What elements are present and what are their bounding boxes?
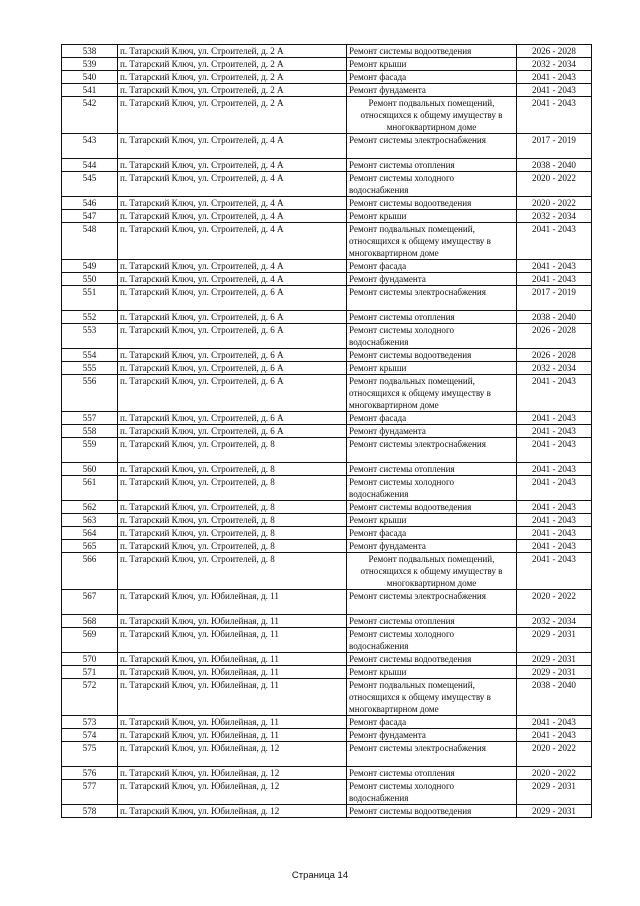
period-cell: 2041 - 2043 xyxy=(517,553,592,590)
work-type-cell: Ремонт крыши xyxy=(347,210,517,223)
row-number-cell: 568 xyxy=(62,615,118,628)
row-number-cell: 566 xyxy=(62,553,118,590)
period-cell: 2041 - 2043 xyxy=(517,425,592,438)
work-type-cell: Ремонт системы электроснабжения xyxy=(347,286,517,311)
work-type-cell: Ремонт крыши xyxy=(347,666,517,679)
period-cell: 2041 - 2043 xyxy=(517,463,592,476)
work-type-cell: Ремонт фасада xyxy=(347,71,517,84)
table-row xyxy=(62,223,592,260)
table-row xyxy=(62,273,592,286)
period-cell: 2029 - 2031 xyxy=(517,653,592,666)
work-type-cell: Ремонт системы водоотведения xyxy=(347,501,517,514)
period-cell: 2041 - 2043 xyxy=(517,260,592,273)
address-cell: п. Татарский Ключ, ул. Строителей, д. 6 А xyxy=(118,324,347,349)
work-type-cell: Ремонт подвальных помещений, относящихся к общему имуществу в многоквартирном доме xyxy=(347,223,517,260)
table-row xyxy=(62,134,592,159)
period-cell: 2041 - 2043 xyxy=(517,273,592,286)
address-cell: п. Татарский Ключ, ул. Юбилейная, д. 11 xyxy=(118,679,347,716)
work-type-cell: Ремонт системы водоотведения xyxy=(347,197,517,210)
period-cell: 2026 - 2028 xyxy=(517,349,592,362)
work-type-cell: Ремонт подвальных помещений, относящихся к общему имуществу в многоквартирном доме xyxy=(347,375,517,412)
address-cell: п. Татарский Ключ, ул. Юбилейная, д. 12 xyxy=(118,742,347,767)
table-row xyxy=(62,362,592,375)
row-number-cell: 541 xyxy=(62,84,118,97)
row-number-cell: 550 xyxy=(62,273,118,286)
work-type-cell: Ремонт системы отопления xyxy=(347,615,517,628)
period-cell: 2041 - 2043 xyxy=(517,375,592,412)
table-row xyxy=(62,260,592,273)
period-cell: 2029 - 2031 xyxy=(517,666,592,679)
row-number-cell: 574 xyxy=(62,729,118,742)
work-type-cell: Ремонт системы электроснабжения xyxy=(347,438,517,463)
repair-schedule-table xyxy=(61,44,592,818)
work-type-cell: Ремонт системы холодного водоснабжения xyxy=(347,324,517,349)
row-number-cell: 547 xyxy=(62,210,118,223)
work-type-cell: Ремонт подвальных помещений, относящихся к общему имуществу в многоквартирном доме xyxy=(347,679,517,716)
row-number-cell: 556 xyxy=(62,375,118,412)
table-row xyxy=(62,767,592,780)
work-type-cell: Ремонт фасада xyxy=(347,260,517,273)
work-type-cell: Ремонт системы холодного водоснабжения xyxy=(347,628,517,653)
row-number-cell: 575 xyxy=(62,742,118,767)
row-number-cell: 567 xyxy=(62,590,118,615)
work-type-cell: Ремонт фасада xyxy=(347,527,517,540)
row-number-cell: 577 xyxy=(62,780,118,805)
table-row xyxy=(62,729,592,742)
address-cell: п. Татарский Ключ, ул. Строителей, д. 8 xyxy=(118,476,347,501)
period-cell: 2041 - 2043 xyxy=(517,71,592,84)
period-cell: 2041 - 2043 xyxy=(517,476,592,501)
period-cell: 2020 - 2022 xyxy=(517,172,592,197)
period-cell: 2029 - 2031 xyxy=(517,780,592,805)
row-number-cell: 570 xyxy=(62,653,118,666)
table-row xyxy=(62,286,592,311)
work-type-cell: Ремонт крыши xyxy=(347,58,517,71)
address-cell: п. Татарский Ключ, ул. Строителей, д. 2 А xyxy=(118,45,347,58)
work-type-cell: Ремонт системы электроснабжения xyxy=(347,590,517,615)
row-number-cell: 571 xyxy=(62,666,118,679)
address-cell: п. Татарский Ключ, ул. Строителей, д. 6 А xyxy=(118,311,347,324)
table-body xyxy=(62,45,592,818)
table-row xyxy=(62,438,592,463)
period-cell: 2026 - 2028 xyxy=(517,324,592,349)
address-cell: п. Татарский Ключ, ул. Строителей, д. 2 А xyxy=(118,58,347,71)
row-number-cell: 578 xyxy=(62,805,118,818)
row-number-cell: 561 xyxy=(62,476,118,501)
period-cell: 2020 - 2022 xyxy=(517,767,592,780)
period-cell: 2029 - 2031 xyxy=(517,805,592,818)
work-type-cell: Ремонт фасада xyxy=(347,412,517,425)
work-type-cell: Ремонт системы отопления xyxy=(347,159,517,172)
row-number-cell: 560 xyxy=(62,463,118,476)
table-row xyxy=(62,540,592,553)
row-number-cell: 546 xyxy=(62,197,118,210)
row-number-cell: 543 xyxy=(62,134,118,159)
address-cell: п. Татарский Ключ, ул. Строителей, д. 4 А xyxy=(118,172,347,197)
address-cell: п. Татарский Ключ, ул. Юбилейная, д. 11 xyxy=(118,729,347,742)
period-cell: 2026 - 2028 xyxy=(517,45,592,58)
address-cell: п. Татарский Ключ, ул. Строителей, д. 4 А xyxy=(118,210,347,223)
table-row xyxy=(62,615,592,628)
address-cell: п. Татарский Ключ, ул. Строителей, д. 4 А xyxy=(118,273,347,286)
page-number: Страница 14 xyxy=(291,870,349,881)
table-row xyxy=(62,628,592,653)
row-number-cell: 562 xyxy=(62,501,118,514)
table-row xyxy=(62,716,592,729)
period-cell: 2041 - 2043 xyxy=(517,729,592,742)
table-row xyxy=(62,742,592,767)
row-number-cell: 565 xyxy=(62,540,118,553)
period-cell: 2038 - 2040 xyxy=(517,159,592,172)
period-cell: 2038 - 2040 xyxy=(517,679,592,716)
period-cell: 2041 - 2043 xyxy=(517,97,592,134)
work-type-cell: Ремонт крыши xyxy=(347,514,517,527)
work-type-cell: Ремонт фундамента xyxy=(347,425,517,438)
table-row xyxy=(62,553,592,590)
table-row xyxy=(62,425,592,438)
row-number-cell: 572 xyxy=(62,679,118,716)
table-row xyxy=(62,501,592,514)
address-cell: п. Татарский Ключ, ул. Строителей, д. 8 xyxy=(118,463,347,476)
period-cell: 2041 - 2043 xyxy=(517,540,592,553)
row-number-cell: 538 xyxy=(62,45,118,58)
table-row xyxy=(62,412,592,425)
row-number-cell: 544 xyxy=(62,159,118,172)
row-number-cell: 558 xyxy=(62,425,118,438)
table-row xyxy=(62,590,592,615)
row-number-cell: 539 xyxy=(62,58,118,71)
address-cell: п. Татарский Ключ, ул. Юбилейная, д. 11 xyxy=(118,615,347,628)
address-cell: п. Татарский Ключ, ул. Строителей, д. 6 А xyxy=(118,286,347,311)
work-type-cell: Ремонт системы холодного водоснабжения xyxy=(347,780,517,805)
work-type-cell: Ремонт системы отопления xyxy=(347,311,517,324)
work-type-cell: Ремонт системы водоотведения xyxy=(347,805,517,818)
address-cell: п. Татарский Ключ, ул. Строителей, д. 6 А xyxy=(118,425,347,438)
work-type-cell: Ремонт системы отопления xyxy=(347,463,517,476)
table-row xyxy=(62,311,592,324)
row-number-cell: 540 xyxy=(62,71,118,84)
period-cell: 2020 - 2022 xyxy=(517,742,592,767)
table-row xyxy=(62,71,592,84)
period-cell: 2041 - 2043 xyxy=(517,501,592,514)
address-cell: п. Татарский Ключ, ул. Строителей, д. 2 А xyxy=(118,71,347,84)
row-number-cell: 569 xyxy=(62,628,118,653)
table-row xyxy=(62,805,592,818)
address-cell: п. Татарский Ключ, ул. Строителей, д. 4 А xyxy=(118,197,347,210)
address-cell: п. Татарский Ключ, ул. Строителей, д. 6 А xyxy=(118,362,347,375)
address-cell: п. Татарский Ключ, ул. Строителей, д. 6 А xyxy=(118,349,347,362)
period-cell: 2038 - 2040 xyxy=(517,311,592,324)
address-cell: п. Татарский Ключ, ул. Юбилейная, д. 11 xyxy=(118,628,347,653)
address-cell: п. Татарский Ключ, ул. Юбилейная, д. 12 xyxy=(118,767,347,780)
table-row xyxy=(62,45,592,58)
period-cell: 2032 - 2034 xyxy=(517,362,592,375)
work-type-cell: Ремонт фундамента xyxy=(347,273,517,286)
table-row xyxy=(62,375,592,412)
address-cell: п. Татарский Ключ, ул. Строителей, д. 8 xyxy=(118,514,347,527)
row-number-cell: 559 xyxy=(62,438,118,463)
period-cell: 2041 - 2043 xyxy=(517,412,592,425)
period-cell: 2041 - 2043 xyxy=(517,84,592,97)
row-number-cell: 555 xyxy=(62,362,118,375)
work-type-cell: Ремонт подвальных помещений, относящихся к общему имуществу в многоквартирном доме xyxy=(347,97,517,134)
work-type-cell: Ремонт подвальных помещений, относящихся к общему имуществу в многоквартирном доме xyxy=(347,553,517,590)
address-cell: п. Татарский Ключ, ул. Строителей, д. 8 xyxy=(118,438,347,463)
row-number-cell: 545 xyxy=(62,172,118,197)
table-row xyxy=(62,653,592,666)
period-cell: 2020 - 2022 xyxy=(517,590,592,615)
row-number-cell: 551 xyxy=(62,286,118,311)
row-number-cell: 548 xyxy=(62,223,118,260)
period-cell: 2020 - 2022 xyxy=(517,197,592,210)
period-cell: 2032 - 2034 xyxy=(517,210,592,223)
work-type-cell: Ремонт фундамента xyxy=(347,84,517,97)
address-cell: п. Татарский Ключ, ул. Строителей, д. 2 А xyxy=(118,97,347,134)
work-type-cell: Ремонт системы водоотведения xyxy=(347,349,517,362)
table-row xyxy=(62,666,592,679)
period-cell: 2041 - 2043 xyxy=(517,223,592,260)
period-cell: 2041 - 2043 xyxy=(517,514,592,527)
row-number-cell: 552 xyxy=(62,311,118,324)
work-type-cell: Ремонт системы электроснабжения xyxy=(347,742,517,767)
work-type-cell: Ремонт крыши xyxy=(347,362,517,375)
work-type-cell: Ремонт системы водоотведения xyxy=(347,653,517,666)
table-row xyxy=(62,84,592,97)
address-cell: п. Татарский Ключ, ул. Юбилейная, д. 12 xyxy=(118,780,347,805)
address-cell: п. Татарский Ключ, ул. Строителей, д. 4 А xyxy=(118,159,347,172)
work-type-cell: Ремонт фундамента xyxy=(347,729,517,742)
address-cell: п. Татарский Ключ, ул. Строителей, д. 6 А xyxy=(118,375,347,412)
row-number-cell: 564 xyxy=(62,527,118,540)
row-number-cell: 553 xyxy=(62,324,118,349)
address-cell: п. Татарский Ключ, ул. Строителей, д. 2 А xyxy=(118,84,347,97)
address-cell: п. Татарский Ключ, ул. Юбилейная, д. 11 xyxy=(118,590,347,615)
address-cell: п. Татарский Ключ, ул. Строителей, д. 8 xyxy=(118,553,347,590)
table-row xyxy=(62,527,592,540)
address-cell: п. Татарский Ключ, ул. Юбилейная, д. 11 xyxy=(118,653,347,666)
table-row xyxy=(62,172,592,197)
period-cell: 2041 - 2043 xyxy=(517,716,592,729)
address-cell: п. Татарский Ключ, ул. Строителей, д. 8 xyxy=(118,501,347,514)
period-cell: 2041 - 2043 xyxy=(517,527,592,540)
table-row xyxy=(62,679,592,716)
work-type-cell: Ремонт системы холодного водоснабжения xyxy=(347,172,517,197)
table-row xyxy=(62,476,592,501)
period-cell: 2032 - 2034 xyxy=(517,615,592,628)
table-row xyxy=(62,514,592,527)
period-cell: 2032 - 2034 xyxy=(517,58,592,71)
row-number-cell: 576 xyxy=(62,767,118,780)
address-cell: п. Татарский Ключ, ул. Строителей, д. 6 А xyxy=(118,412,347,425)
address-cell: п. Татарский Ключ, ул. Юбилейная, д. 11 xyxy=(118,666,347,679)
row-number-cell: 554 xyxy=(62,349,118,362)
work-type-cell: Ремонт системы электроснабжения xyxy=(347,134,517,159)
period-cell: 2029 - 2031 xyxy=(517,628,592,653)
table-row xyxy=(62,197,592,210)
period-cell: 2017 - 2019 xyxy=(517,286,592,311)
address-cell: п. Татарский Ключ, ул. Строителей, д. 4 А xyxy=(118,260,347,273)
row-number-cell: 557 xyxy=(62,412,118,425)
work-type-cell: Ремонт фасада xyxy=(347,716,517,729)
table-row xyxy=(62,210,592,223)
address-cell: п. Татарский Ключ, ул. Юбилейная, д. 11 xyxy=(118,716,347,729)
period-cell: 2017 - 2019 xyxy=(517,134,592,159)
work-type-cell: Ремонт системы водоотведения xyxy=(347,45,517,58)
address-cell: п. Татарский Ключ, ул. Юбилейная, д. 12 xyxy=(118,805,347,818)
row-number-cell: 563 xyxy=(62,514,118,527)
work-type-cell: Ремонт фундамента xyxy=(347,540,517,553)
row-number-cell: 542 xyxy=(62,97,118,134)
address-cell: п. Татарский Ключ, ул. Строителей, д. 4 А xyxy=(118,134,347,159)
table-row xyxy=(62,159,592,172)
table-row xyxy=(62,463,592,476)
repair-schedule-sheet xyxy=(61,44,591,818)
address-cell: п. Татарский Ключ, ул. Строителей, д. 8 xyxy=(118,527,347,540)
work-type-cell: Ремонт системы холодного водоснабжения xyxy=(347,476,517,501)
row-number-cell: 549 xyxy=(62,260,118,273)
row-number-cell: 573 xyxy=(62,716,118,729)
address-cell: п. Татарский Ключ, ул. Строителей, д. 8 xyxy=(118,540,347,553)
work-type-cell: Ремонт системы отопления xyxy=(347,767,517,780)
table-row xyxy=(62,97,592,134)
table-row xyxy=(62,58,592,71)
table-row xyxy=(62,349,592,362)
table-row xyxy=(62,324,592,349)
table-row xyxy=(62,780,592,805)
period-cell: 2041 - 2043 xyxy=(517,438,592,463)
address-cell: п. Татарский Ключ, ул. Строителей, д. 4 А xyxy=(118,223,347,260)
